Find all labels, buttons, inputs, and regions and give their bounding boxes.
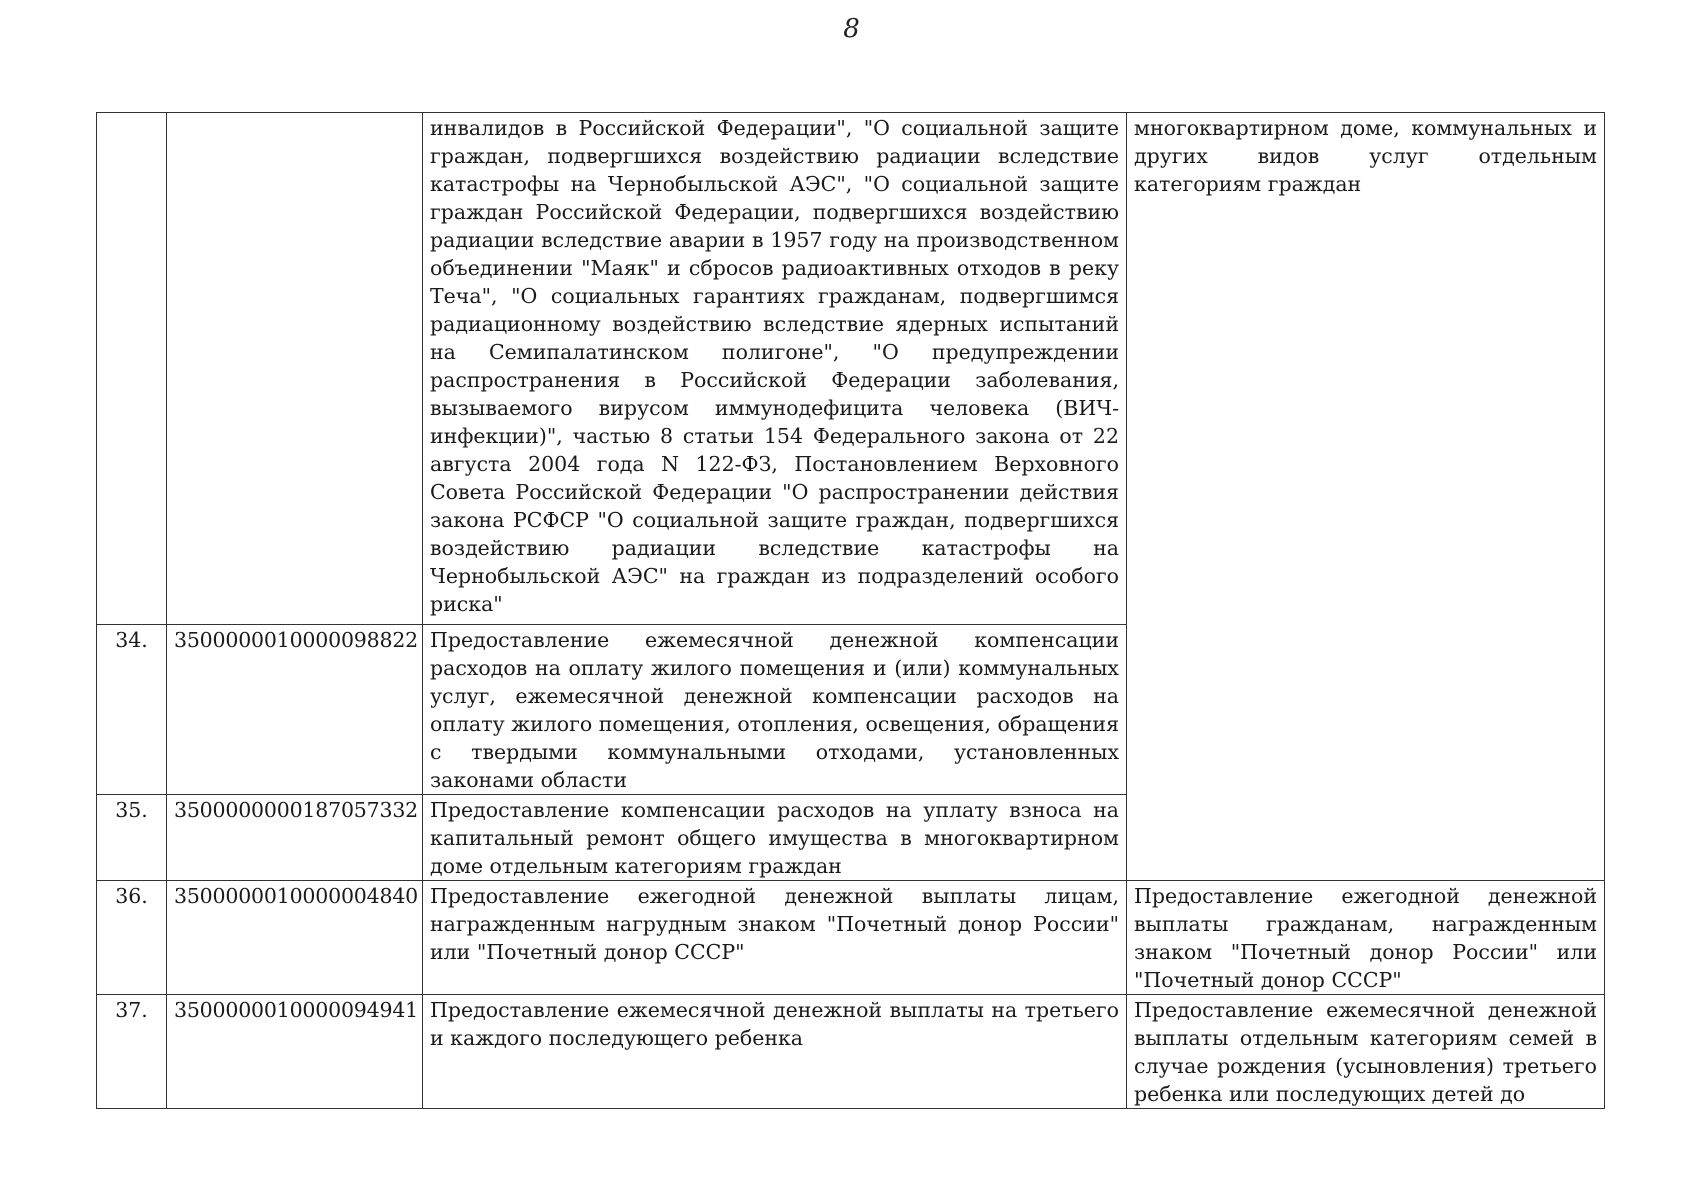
row-number-cell: 34. bbox=[97, 625, 167, 795]
row-number-cell: 35. bbox=[97, 795, 167, 881]
table-row bbox=[97, 995, 1605, 1109]
row-number-cell: 36. bbox=[97, 881, 167, 995]
old-service-name-cell: многоквартирном доме, коммунальных и других видов услуг отдельным категориям граждан bbox=[1127, 113, 1605, 881]
service-name-cell: Предоставление ежемесячной денежной компенсации расходов на оплату жилого помещения и (или) коммунальных услуг, ежемесячной денежной компенсации расходов на оплату жилого помещения, отопления, освещения, обращения с твердыми коммунальными отходами, установленных законами области bbox=[423, 625, 1127, 795]
service-code-cell: 3500000010000094941 bbox=[167, 995, 423, 1109]
services-table bbox=[96, 112, 1605, 1109]
table-row-continued bbox=[97, 113, 1605, 625]
service-code-cell bbox=[167, 113, 423, 625]
service-name-cell: Предоставление компенсации расходов на уплату взноса на капитальный ремонт общего имущества в многоквартирном доме отдельным категориям граждан bbox=[423, 795, 1127, 881]
service-name-cell: инвалидов в Российской Федерации", "О социальной защите граждан, подвергшихся воздействию радиации вследствие катастрофы на Чернобыльской АЭС", "О социальной защите граждан Российской Федерации, подвергшихся воздействию радиации вследствие аварии в 1957 году на производственном объединении "Маяк" и сбросов радиоактивных отходов в реку Теча", "О социальных гарантиях гражданам, подвергшимся радиационному воздействию вследствие ядерных испытаний на Семипалатинском полигоне", "О предупреждении распространения в Российской Федерации заболевания, вызываемого вирусом иммунодефицита человека (ВИЧ-инфекции)", частью 8 статьи 154 Федерального закона от 22 августа 2004 года N 122-ФЗ, Постановлением Верховного Совета Российской Федерации "О распространении действия закона РСФСР "О социальной защите граждан, подвергшихся воздействию радиации вследствие катастрофы на Чернобыльской АЭС" на граждан из подразделений особого риска" bbox=[423, 113, 1127, 625]
row-number-cell bbox=[97, 113, 167, 625]
service-name-cell: Предоставление ежегодной денежной выплаты лицам, награжденным нагрудным знаком "Почетный донор России" или "Почетный донор СССР" bbox=[423, 881, 1127, 995]
service-code-cell: 3500000010000098822 bbox=[167, 625, 423, 795]
service-code-cell: 3500000000187057332 bbox=[167, 795, 423, 881]
row-number-cell: 37. bbox=[97, 995, 167, 1109]
old-service-name-cell: Предоставление ежемесячной денежной выплаты отдельным категориям семей в случае рождения (усыновления) третьего ребенка или последующих детей до bbox=[1127, 995, 1605, 1109]
service-name-cell: Предоставление ежемесячной денежной выплаты на третьего и каждого последующего ребенка bbox=[423, 995, 1127, 1109]
table-row bbox=[97, 881, 1605, 995]
old-service-name-cell: Предоставление ежегодной денежной выплаты гражданам, награжденным знаком "Почетный донор России" или "Почетный донор СССР" bbox=[1127, 881, 1605, 995]
page-number: 8 bbox=[843, 14, 860, 44]
service-code-cell: 3500000010000004840 bbox=[167, 881, 423, 995]
